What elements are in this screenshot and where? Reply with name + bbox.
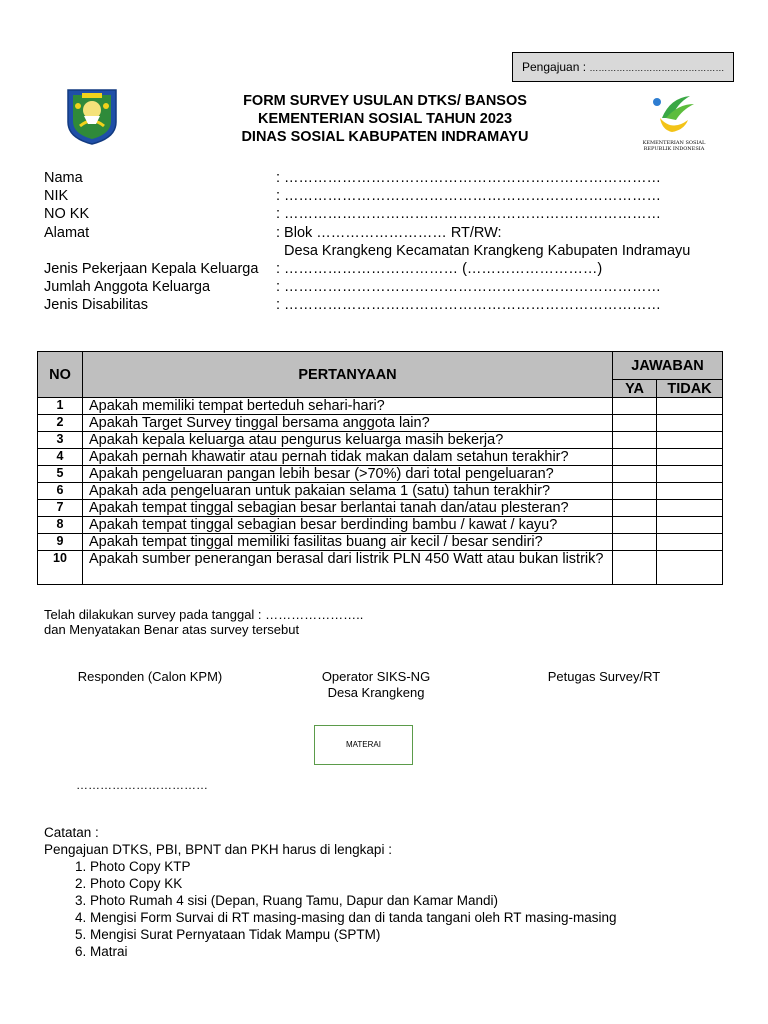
col-ya-header: YA <box>613 380 657 398</box>
field-no-kk <box>44 206 661 222</box>
row-no: 7 <box>38 500 83 517</box>
field-label: NO KK <box>44 206 90 222</box>
tidak-cell[interactable] <box>657 500 723 517</box>
ya-cell[interactable] <box>613 415 657 432</box>
signature-operator <box>296 669 456 701</box>
col-answer-header: JAWABAN <box>613 352 723 380</box>
title-line-1: FORM SURVEY USULAN DTKS/ BANSOS <box>243 93 527 109</box>
materai-box: MATERAI <box>314 725 413 765</box>
list-item: 5. Mengisi Surat Pernyataan Tidak Mampu (SPTM) <box>90 926 617 943</box>
field-label: Jumlah Anggota Keluarga <box>44 279 211 295</box>
kemensos-text-2: REPUBLIK INDONESIA <box>643 146 705 152</box>
field-value: : …………………………………………………………………… <box>276 297 662 313</box>
table-row <box>38 398 723 415</box>
survey-date-line: Telah dilakukan survey pada tanggal : ………………….. <box>44 607 364 622</box>
kemensos-text-1: KEMENTERIAN SOSIAL <box>642 140 706 146</box>
requirements-list <box>44 858 617 960</box>
field-value: : ……………………………… (………………………) <box>276 261 603 277</box>
field-nama <box>44 170 661 186</box>
table-row <box>38 415 723 432</box>
col-tidak-header: TIDAK <box>657 380 723 398</box>
field-label: Alamat <box>44 225 90 241</box>
signature-petugas: Petugas Survey/RT <box>547 669 661 684</box>
field-jumlah-anggota <box>44 279 661 295</box>
table-row <box>38 466 723 483</box>
row-no: 4 <box>38 449 83 466</box>
row-no: 10 <box>38 551 83 585</box>
table-row <box>38 432 723 449</box>
table-row <box>38 551 723 585</box>
tidak-cell[interactable] <box>657 398 723 415</box>
row-no: 8 <box>38 517 83 534</box>
catatan-intro: Pengajuan DTKS, PBI, BPNT dan PKH harus di lengkapi : <box>44 842 392 857</box>
tidak-cell[interactable] <box>657 466 723 483</box>
row-no: 5 <box>38 466 83 483</box>
field-value: : …………………………………………………………………… <box>276 188 662 204</box>
row-no: 2 <box>38 415 83 432</box>
row-question: Apakah sumber penerangan berasal dari listrik PLN 450 Watt atau bukan listrik? <box>82 551 612 585</box>
indramayu-emblem-logo <box>64 86 120 146</box>
tidak-cell[interactable] <box>657 449 723 466</box>
field-value: : …………………………………………………………………… <box>276 206 662 222</box>
field-value: : …………………………………………………………………… <box>276 170 662 186</box>
field-label: Jenis Disabilitas <box>44 297 148 313</box>
tidak-cell[interactable] <box>657 483 723 500</box>
table-row <box>38 534 723 551</box>
row-question: Apakah tempat tinggal sebagian besar berdinding bambu / kawat / kayu? <box>82 517 612 534</box>
row-question: Apakah tempat tinggal sebagian besar berlantai tanah dan/atau plesteran? <box>82 500 612 517</box>
tidak-cell[interactable] <box>657 551 723 585</box>
ya-cell[interactable] <box>613 500 657 517</box>
pengajuan-label: Pengajuan : <box>522 60 587 74</box>
row-no: 3 <box>38 432 83 449</box>
table-row <box>38 517 723 534</box>
pengajuan-dots: ……………………………………… <box>589 63 725 73</box>
row-question: Apakah ada pengeluaran untuk pakaian selama 1 (satu) tahun terakhir? <box>82 483 612 500</box>
kemensos-logo <box>636 92 712 154</box>
list-item: 3. Photo Rumah 4 sisi (Depan, Ruang Tamu, Dapur dan Kamar Mandi) <box>90 892 617 909</box>
field-label: Jenis Pekerjaan Kepala Keluarga <box>44 261 259 277</box>
field-value: : …………………………………………………………………… <box>276 279 662 295</box>
survey-table <box>37 351 723 585</box>
tidak-cell[interactable] <box>657 415 723 432</box>
row-no: 6 <box>38 483 83 500</box>
ya-cell[interactable] <box>613 432 657 449</box>
ya-cell[interactable] <box>613 449 657 466</box>
row-question: Apakah kepala keluarga atau pengurus keluarga masih bekerja? <box>82 432 612 449</box>
catatan-title: Catatan : <box>44 825 99 840</box>
operator-line-2: Desa Krangkeng <box>327 685 425 700</box>
row-question: Apakah Target Survey tinggal bersama anggota lain? <box>82 415 612 432</box>
field-pekerjaan <box>44 261 602 277</box>
field-label: NIK <box>44 188 69 204</box>
survey-confirm-line: dan Menyatakan Benar atas survey tersebut <box>44 622 300 637</box>
table-row <box>38 449 723 466</box>
col-question-header: PERTANYAAN <box>82 352 612 398</box>
list-item: 2. Photo Copy KK <box>90 875 617 892</box>
ya-cell[interactable] <box>613 466 657 483</box>
list-item: 1. Photo Copy KTP <box>90 858 617 875</box>
ya-cell[interactable] <box>613 551 657 585</box>
signature-dots: …………………………… <box>76 778 208 792</box>
row-no: 1 <box>38 398 83 415</box>
pengajuan-box <box>512 52 734 82</box>
tidak-cell[interactable] <box>657 432 723 449</box>
table-row <box>38 483 723 500</box>
ya-cell[interactable] <box>613 534 657 551</box>
ya-cell[interactable] <box>613 398 657 415</box>
ya-cell[interactable] <box>613 517 657 534</box>
field-alamat <box>44 225 502 241</box>
field-nik <box>44 188 661 204</box>
field-disabilitas <box>44 297 661 313</box>
col-no-header: NO <box>38 352 83 398</box>
survey-statement <box>44 607 363 637</box>
tidak-cell[interactable] <box>657 534 723 551</box>
title-line-2: KEMENTERIAN SOSIAL TAHUN 2023 <box>257 111 513 127</box>
row-question: Apakah pengeluaran pangan lebih besar (>70%) dari total pengeluaran? <box>82 466 612 483</box>
row-no: 9 <box>38 534 83 551</box>
field-value: : Blok ……………………… RT/RW: <box>276 225 502 241</box>
ya-cell[interactable] <box>613 483 657 500</box>
field-label: Nama <box>44 170 83 186</box>
field-alamat-desa <box>44 243 690 259</box>
list-item: 6. Matrai <box>90 943 617 960</box>
row-question: Apakah tempat tinggal memiliki fasilitas buang air kecil / besar sendiri? <box>82 534 612 551</box>
list-item: 4. Mengisi Form Survai di RT masing-masing dan di tanda tangani oleh RT masing-masing <box>90 909 617 926</box>
signature-responden: Responden (Calon KPM) <box>77 669 223 684</box>
operator-line-1: Operator SIKS-NG <box>321 669 431 684</box>
field-value: Desa Krangkeng Kecamatan Krangkeng Kabupaten Indramayu <box>276 243 691 259</box>
table-row <box>38 500 723 517</box>
tidak-cell[interactable] <box>657 517 723 534</box>
catatan-section <box>44 824 617 960</box>
title-line-3: DINAS SOSIAL KABUPATEN INDRAMAYU <box>241 129 529 145</box>
row-question: Apakah memiliki tempat berteduh sehari-hari? <box>82 398 612 415</box>
row-question: Apakah pernah khawatir atau pernah tidak makan dalam setahun terakhir? <box>82 449 612 466</box>
form-title <box>150 92 620 146</box>
